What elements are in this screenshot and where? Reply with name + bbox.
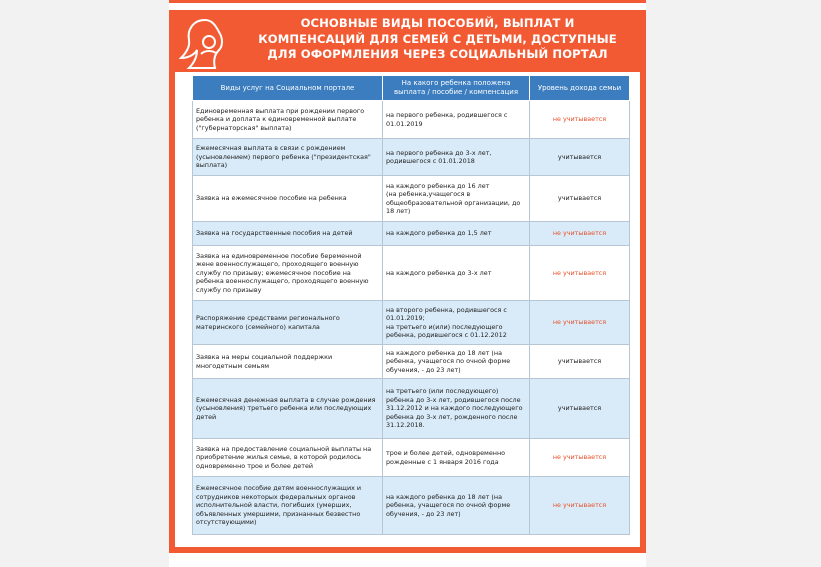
income-cell: учитывается [530,379,630,439]
table-row [193,439,630,477]
header-banner [169,10,646,72]
income-cell: учитывается [530,345,630,379]
income-cell: не учитывается [530,439,630,477]
income-cell: не учитывается [530,246,630,301]
child-cell: на первого ребенка, родившегося с 01.01.2019 [383,101,530,139]
income-cell: не учитывается [530,301,630,345]
service-cell: Ежемесячная денежная выплата в случае рождения (усыновления) третьего ребенка или последующих детей [193,379,383,439]
child-cell: на каждого ребенка до 1,5 лет [383,222,530,246]
table-row [193,379,630,439]
service-cell: Распоряжение средствами регионального материнского (семейного) капитала [193,301,383,345]
title-line: ДЛЯ ОФОРМЛЕНИЯ ЧЕРЕЗ СОЦИАЛЬНЫЙ ПОРТАЛ [267,47,608,61]
child-cell: на каждого ребенка до 18 лет (на ребенка, учащегося по очной форме обучения, - до 23 лет) [383,345,530,379]
column-header-child: На какого ребенка положена выплата / пособие / компенсация [383,76,530,101]
child-cell: на третьего (или последующего) ребенка до 3-х лет, родившегося после 31.12.2012 и на каждого последующего ребенка до 3-х лет, рожденного после 31.12.2018. [383,379,530,439]
service-cell: Заявка на ежемесячное пособие на ребенка [193,176,383,222]
income-cell: учитывается [530,176,630,222]
service-cell: Заявка на единовременное пособие беременной жене военнослужащего, проходящего военную службу по призыву; ежемесячное пособие на ребенка военнослужащего, проходящего военную службу по призыву [193,246,383,301]
service-cell: Ежемесячная выплата в связи с рождением (усыновлением) первого ребенка ("президентская" выплата) [193,139,383,176]
table-row [193,139,630,176]
title-line: ОСНОВНЫЕ ВИДЫ ПОСОБИЙ, ВЫПЛАТ И [300,16,575,30]
column-header-income: Уровень дохода семьи [530,76,630,101]
service-cell: Единовременная выплата при рождении первого ребенка и доплата к единовременной выплате ("губернаторская" выплата) [193,101,383,139]
table-header-row [193,76,630,101]
table-row [193,176,630,222]
table-row [193,222,630,246]
child-cell: на каждого ребенка до 18 лет (на ребенка, учащегося по очной форме обучения, - до 23 лет) [383,477,530,535]
child-cell: на каждого ребенка до 16 лет (на ребенка,учащегося в общеобразовательной организации, до 18 лет) [383,176,530,222]
income-cell: не учитывается [530,477,630,535]
service-cell: Заявка на предоставление социальной выплаты на приобретение жилья семье, в которой родилось одновременно трое и более детей [193,439,383,477]
table-row [193,101,630,139]
service-cell: Ежемесячное пособие детям военнослужащих и сотрудников некоторых федеральных органов исполнительной власти, погибших (умерших, объявленных умершими, признанных безвестно отсутствующими) [193,477,383,535]
child-cell: на каждого ребенка до 3-х лет [383,246,530,301]
income-cell: не учитывается [530,222,630,246]
income-cell: не учитывается [530,101,630,139]
column-header-service: Виды услуг на Социальном портале [193,76,383,101]
table-row [193,345,630,379]
income-cell: учитывается [530,139,630,176]
child-cell: трое и более детей, одновременно рожденные с 1 января 2016 года [383,439,530,477]
table-row [193,246,630,301]
title-line: КОМПЕНСАЦИЙ ДЛЯ СЕМЕЙ С ДЕТЬМИ, ДОСТУПНЫЕ [258,31,617,46]
child-cell: на второго ребенка, родившегося с 01.01.2019; на третьего и(или) последующего ребенка, родившегося с 01.12.2012 [383,301,530,345]
mother-child-icon [175,14,231,70]
table-row [193,477,630,535]
service-cell: Заявка на меры социальной поддержки многодетным семьям [193,345,383,379]
service-cell: Заявка на государственные пособия на детей [193,222,383,246]
table-row [193,301,630,345]
child-cell: на первого ребенка до 3-х лет, родившегося с 01.01.2018 [383,139,530,176]
top-accent-strip [169,0,646,3]
page-title [229,16,646,63]
services-table [192,75,630,535]
